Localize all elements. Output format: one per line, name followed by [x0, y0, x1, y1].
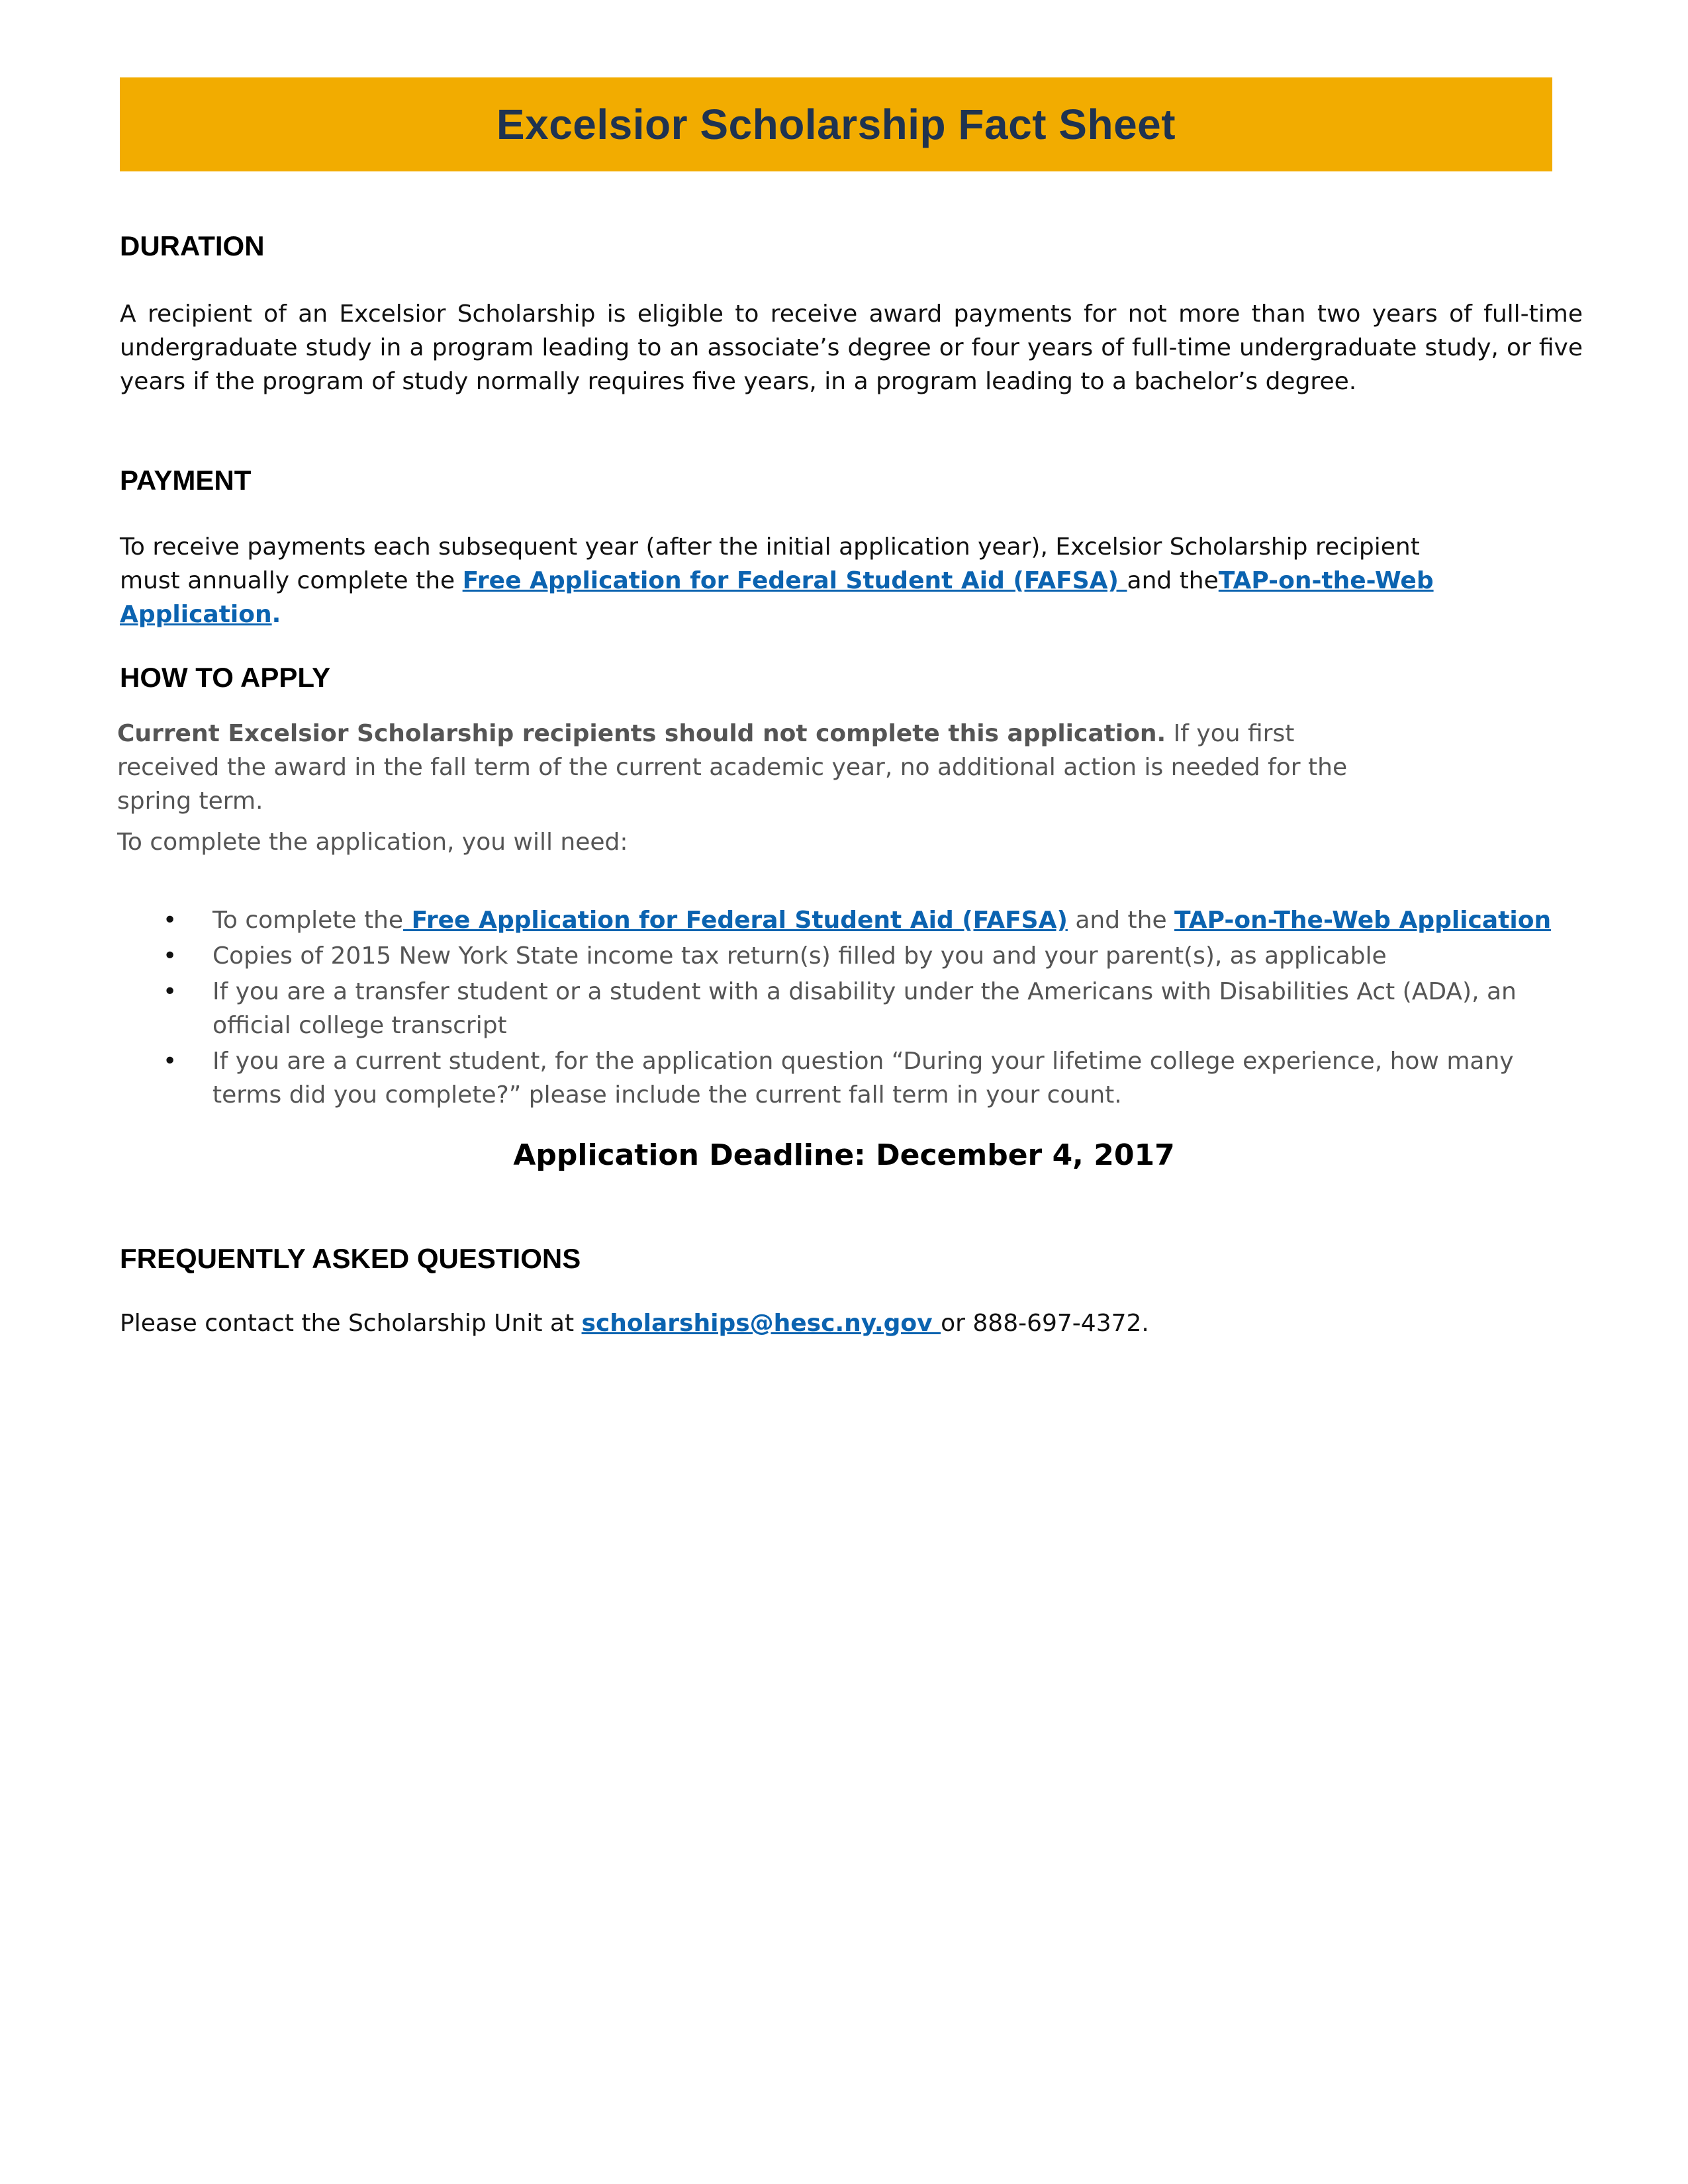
bullet-tap-link[interactable]: TAP-on-The-Web Application — [1174, 907, 1552, 934]
document-title: Excelsior Scholarship Fact Sheet — [496, 101, 1176, 148]
bullet-icon: • — [163, 907, 177, 934]
recipients-warning: Current Excelsior Scholarship recipients should not complete this application. — [117, 720, 1166, 747]
bullet1-prefix: To complete the — [212, 907, 404, 934]
faq-paragraph — [120, 1306, 1583, 1340]
application-deadline: Application Deadline: December 4, 2017 — [513, 1138, 1175, 1172]
payment-period: . — [271, 601, 281, 628]
faq-heading: FREQUENTLY ASKED QUESTIONS — [120, 1243, 581, 1274]
payment-and-text: and the — [1127, 567, 1219, 594]
how-to-apply-heading: HOW TO APPLY — [120, 662, 331, 693]
payment-paragraph — [120, 530, 1444, 631]
faq-phone-text: or 888-697-4372. — [941, 1310, 1149, 1337]
bullet-icon: • — [163, 942, 177, 970]
payment-heading: PAYMENT — [120, 465, 252, 496]
tap-on-the-web-link[interactable]: TAP-on-the-Web Application — [120, 567, 1434, 628]
list-item — [120, 1044, 1576, 1112]
intro-rest-text: If you first received the award in the fall term of the current academic year, no additional action is needed for the spring term. — [117, 720, 1348, 815]
bullet-fafsa-link[interactable]: Free Application for Federal Student Aid (FAFSA) — [403, 907, 1068, 934]
bullet4-text: If you are a current student, for the application question “During your lifetime college experience, how many terms did you complete?” please include the current fall term in your count. — [212, 1048, 1514, 1109]
duration-heading: DURATION — [120, 230, 265, 261]
bullet2-text: Copies of 2015 New York State income tax return(s) filled by you and your parent(s), as applicable — [212, 942, 1387, 970]
title-banner — [120, 77, 1552, 171]
how-to-apply-intro — [117, 717, 1375, 818]
bullet-icon: • — [163, 1048, 177, 1075]
list-item — [120, 939, 1576, 973]
need-text: To complete the application, you will need: — [117, 829, 628, 856]
bullet3-text: If you are a transfer student or a student with a disability under the Americans with Disabilities Act (ADA), an official college transcript — [212, 978, 1517, 1039]
requirements-list — [120, 903, 1576, 1114]
bullet1-and: and the — [1067, 907, 1175, 934]
faq-contact-text: Please contact the Scholarship Unit at — [120, 1310, 582, 1337]
duration-paragraph: A recipient of an Excelsior Scholarship is eligible to receive award payments for not more than two years of full-time undergraduate study in a program leading to an associate’s degree or four years of full-time undergraduate study, or five years if the program of study normally requires five years, in a program leading to a bachelor’s degree. — [120, 300, 1583, 395]
fafsa-link[interactable]: Free Application for Federal Student Aid (FAFSA) — [462, 567, 1127, 594]
bullet-icon: • — [163, 978, 177, 1005]
scholarship-email-link[interactable]: scholarships@hesc.ny.gov — [581, 1310, 941, 1337]
list-item — [120, 975, 1576, 1042]
list-item — [120, 903, 1576, 937]
payment-text: To receive payments each subsequent year (after the initial application year), Excelsior Scholarship recipient must annually complete the — [120, 533, 1420, 594]
